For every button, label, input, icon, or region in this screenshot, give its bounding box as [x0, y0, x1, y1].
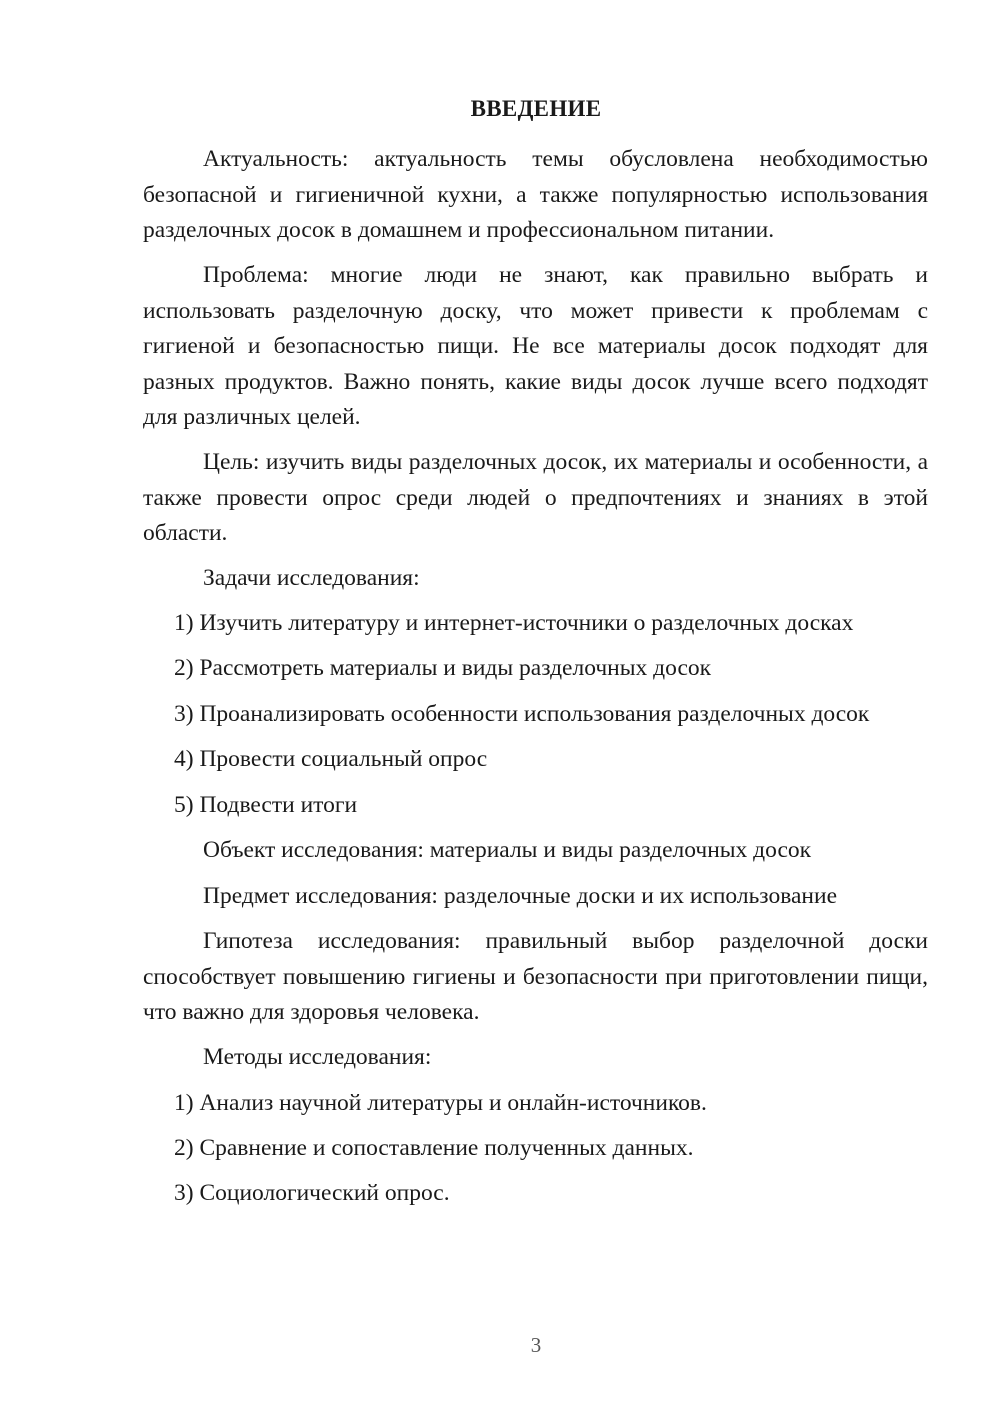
research-object: Объект исследования: материалы и виды разделочных досок: [203, 837, 812, 863]
goal-paragraph: Цель: изучить виды разделочных досок, их материалы и особенности, а также провести опрос среди людей о предпочтениях и знаниях в этой области.: [143, 449, 928, 546]
page-number: 3: [530, 1333, 542, 1357]
task-item: 5) Подвести итоги: [174, 792, 358, 818]
method-item: 1) Анализ научной литературы и онлайн-источников.: [174, 1090, 707, 1116]
method-item: 2) Сравнение и сопоставление полученных данных.: [174, 1135, 694, 1161]
section-title: ВВЕДЕНИЕ: [470, 96, 602, 121]
task-item: 1) Изучить литературу и интернет-источники о разделочных досках: [174, 610, 854, 636]
methods-heading: Методы исследования:: [203, 1044, 432, 1070]
hypothesis-paragraph: Гипотеза исследования: правильный выбор разделочной доски способствует повышению гигиены и безопасности при приготовлении пищи, что важно для здоровья человека.: [143, 928, 928, 1025]
relevance-paragraph: Актуальность: актуальность темы обусловлена необходимостью безопасной и гигиеничной кухни, а также популярностью использования разделочных досок в домашнем и профессиональном питании.: [143, 146, 928, 243]
task-item: 3) Проанализировать особенности использования разделочных досок: [174, 701, 870, 727]
problem-paragraph: Проблема: многие люди не знают, как правильно выбрать и использовать разделочную доску, что может привести к проблемам с гигиеной и безопасностью пищи. Не все материалы досок подходят для разных продуктов. Важно понять, какие виды досок лучше всего подходят для различных целей.: [143, 262, 928, 430]
task-item: 4) Провести социальный опрос: [174, 746, 488, 772]
tasks-heading: Задачи исследования:: [203, 565, 420, 591]
task-item: 2) Рассмотреть материалы и виды разделочных досок: [174, 655, 712, 681]
method-item: 3) Социологический опрос.: [174, 1180, 450, 1206]
research-subject: Предмет исследования: разделочные доски и их использование: [203, 883, 838, 909]
